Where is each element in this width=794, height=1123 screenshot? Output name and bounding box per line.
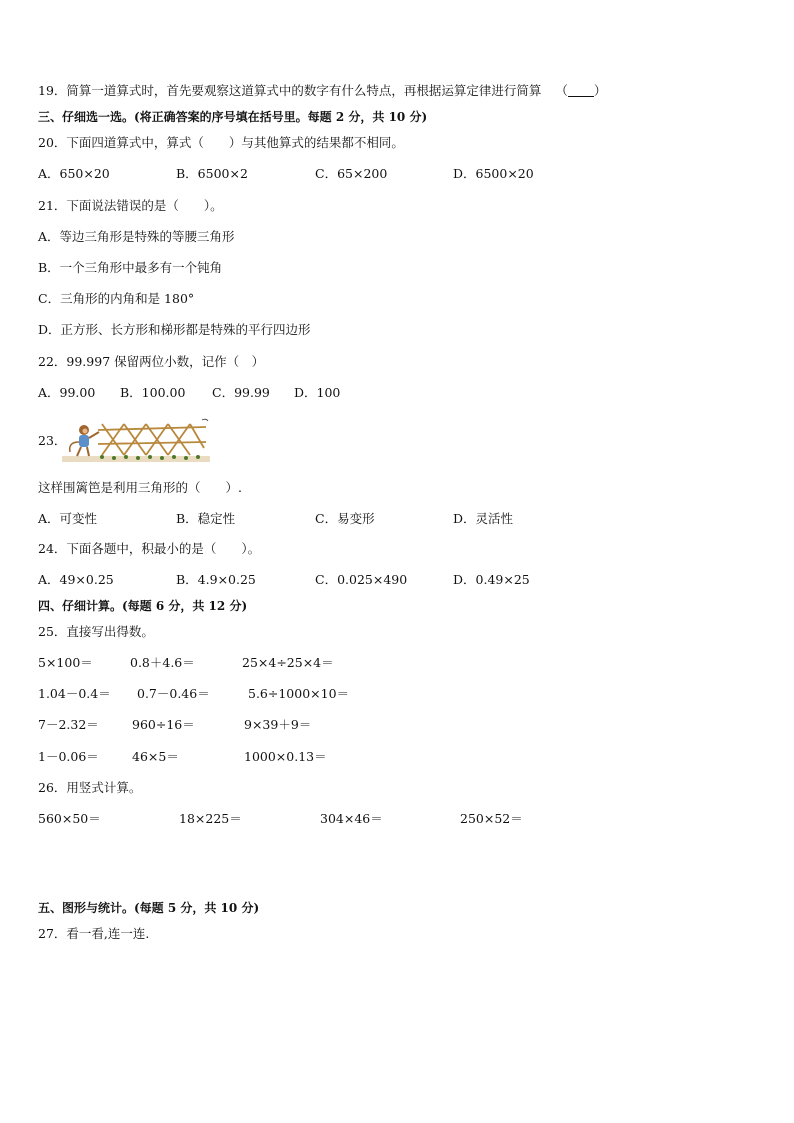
question-26-stem: 26．用竖式计算。 xyxy=(38,780,142,795)
question-25-stem: 25．直接写出得数。 xyxy=(38,624,154,639)
answer-blank[interactable] xyxy=(568,84,594,97)
question-22-stem: 22．99.997 保留两位小数，记作（ ） xyxy=(38,354,265,369)
question-24-stem: 24．下面各题中，积最小的是（ ）。 xyxy=(38,541,261,556)
calc-item: 9×39＋9＝ xyxy=(244,717,312,732)
option-a[interactable]: A．等边三角形是特殊的等腰三角形 xyxy=(38,229,235,244)
option-d[interactable]: D．0.49×25 xyxy=(453,572,530,587)
option-a[interactable]: A．可变性 xyxy=(38,511,98,526)
option-c[interactable]: C．0.025×490 xyxy=(315,572,408,587)
question-27-stem: 27．看一看,连一连. xyxy=(38,926,150,941)
calc-item: 1000×0.13＝ xyxy=(244,749,327,764)
calc-item: 0.7－0.46＝ xyxy=(137,686,210,701)
option-c[interactable]: C．65×200 xyxy=(315,166,388,181)
section-4-title: 四、仔细计算。(每题 6 分，共 12 分) xyxy=(38,599,248,613)
question-23-number: 23． xyxy=(38,433,67,448)
option-b[interactable]: B．一个三角形中最多有一个钝角 xyxy=(38,260,223,275)
calc-item: 7－2.32＝ xyxy=(38,717,99,732)
calc-item: 0.8＋4.6＝ xyxy=(130,655,195,670)
option-a[interactable]: A．49×0.25 xyxy=(38,572,114,587)
option-d[interactable]: D．100 xyxy=(294,385,341,400)
calc-item: 1－0.06＝ xyxy=(38,749,99,764)
question-19 xyxy=(38,83,606,99)
question-20-stem: 20．下面四道算式中，算式（ ）与其他算式的结果都不相同。 xyxy=(38,135,404,150)
vertical-calc-item: 560×50＝ xyxy=(38,811,101,826)
vertical-calc-item: 304×46＝ xyxy=(320,811,383,826)
question-23-stem: 这样围篱笆是利用三角形的（ ）. xyxy=(38,480,242,495)
section-3-title: 三、仔细选一选。(将正确答案的序号填在括号里。每题 2 分，共 10 分) xyxy=(38,110,428,124)
calc-item: 25×4÷25×4＝ xyxy=(242,655,334,670)
answer-bracket: （ ） xyxy=(555,83,607,98)
calc-item: 1.04－0.4＝ xyxy=(38,686,111,701)
calc-item: 46×5＝ xyxy=(132,749,179,764)
option-a[interactable]: A．650×20 xyxy=(38,166,110,181)
option-c[interactable]: C．易变形 xyxy=(315,511,375,526)
calc-item: 960÷16＝ xyxy=(132,717,195,732)
option-b[interactable]: B．6500×2 xyxy=(176,166,248,181)
section-5-title: 五、图形与统计。(每题 5 分，共 10 分) xyxy=(38,901,260,915)
option-b[interactable]: B．稳定性 xyxy=(176,511,236,526)
calc-item: 5.6÷1000×10＝ xyxy=(248,686,350,701)
calc-item: 5×100＝ xyxy=(38,655,93,670)
option-c[interactable]: C．三角形的内角和是 180° xyxy=(38,291,195,306)
option-b[interactable]: B．4.9×0.25 xyxy=(176,572,256,587)
option-d[interactable]: D．正方形、长方形和梯形都是特殊的平行四边形 xyxy=(38,322,311,337)
vertical-calc-item: 250×52＝ xyxy=(460,811,523,826)
fence-illustration xyxy=(62,418,210,466)
option-d[interactable]: D．6500×20 xyxy=(453,166,534,181)
option-b[interactable]: B．100.00 xyxy=(120,385,186,400)
option-a[interactable]: A．99.00 xyxy=(38,385,96,400)
option-c[interactable]: C．99.99 xyxy=(212,385,270,400)
vertical-calc-item: 18×225＝ xyxy=(179,811,242,826)
question-19-text: 19．简算一道算式时，首先要观察这道算式中的数字有什么特点，再根据运算定律进行简算 xyxy=(38,83,542,98)
question-21-stem: 21．下面说法错误的是（ ）。 xyxy=(38,198,223,213)
option-d[interactable]: D．灵活性 xyxy=(453,511,514,526)
